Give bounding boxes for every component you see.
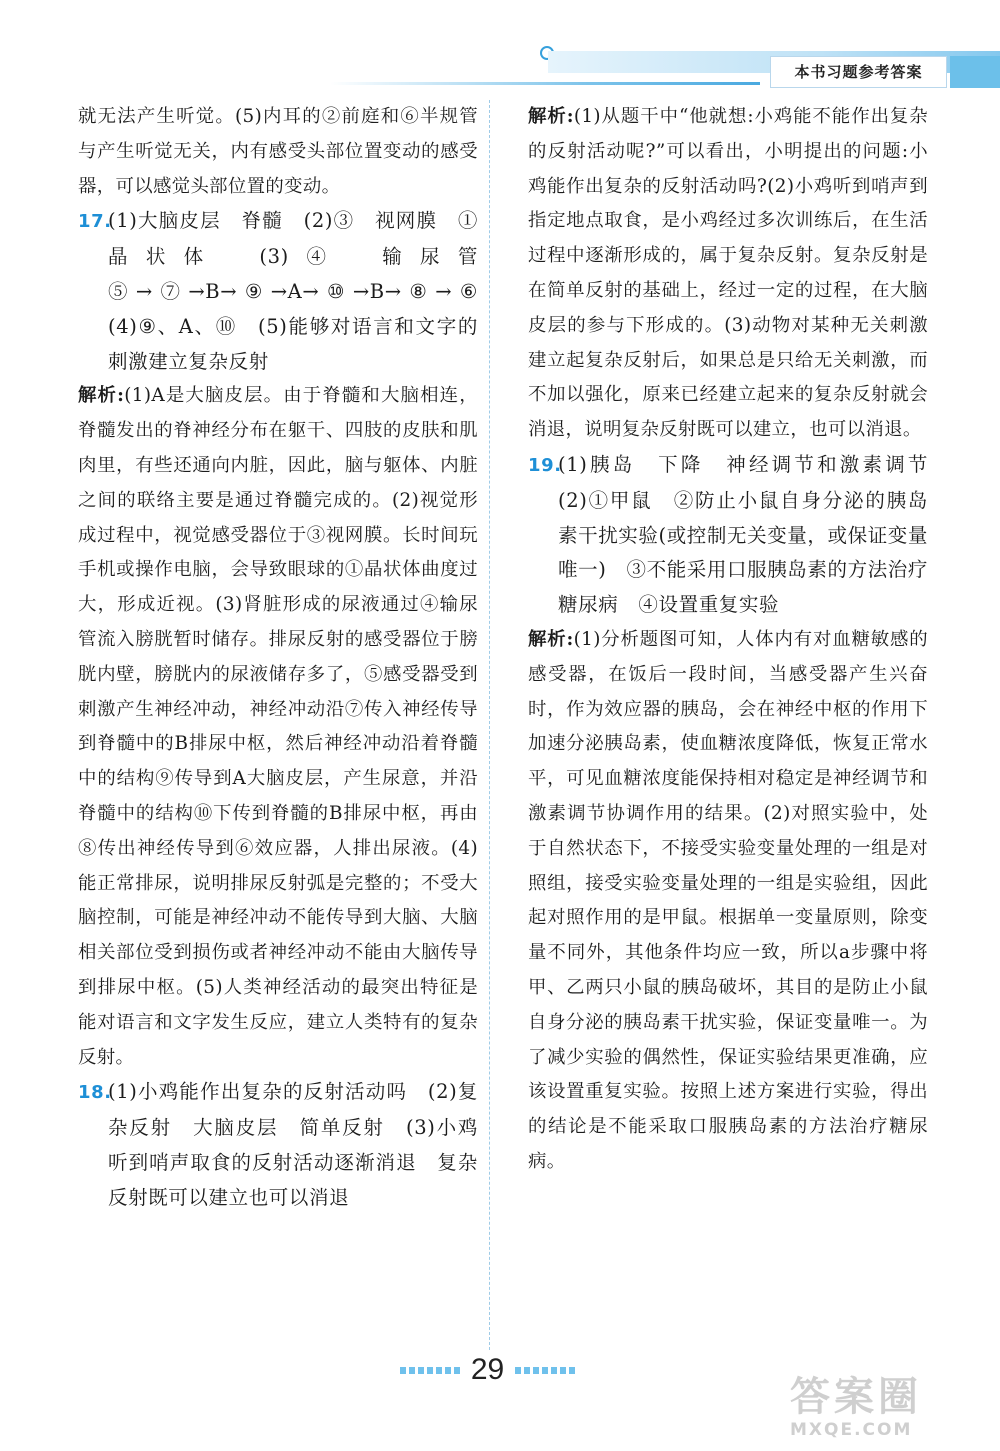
q17-analysis-text: (1)A是大脑皮层。由于脊髓和大脑相连，脊髓发出的脊神经分布在躯干、四肢的皮肤和肌肉里，有些还通向内脏，因此，脑与躯体、内脏之间的联络主要是通过脊髓完成的。(2)视觉形成过程中，视觉感受器位于③视网膜。长时间玩手机或操作电脑，会导致眼球的①晶状体曲度过大，形成近视。(3)肾脏形成的尿液通过④输尿管流入膀胱暂时储存。排尿反射的感受器位于膀胱内壁，膀胱内的尿液储存多了，⑤感受器受到刺激产生神经冲动，神经冲动沿⑦传入神经传导到脊髓中的B排尿中枢，然后神经冲动沿着脊髓中的结构⑨传导到A大脑皮层，产生尿意，并沿脊髓中的结构⑩下传到脊髓的B排尿中枢，再由⑧传出神经传导到⑥效应器，人排出尿液。(4)能正常排尿，说明排尿反射弧是完整的；不受大脑控制，可能是神经冲动不能传导到大脑、大脑相关部位受到损伤或者神经冲动不能由大脑传导到排尿中枢。(5)人类神经活动的最突出特征是能对语言和文字发生反应，建立人类特有的复杂反射。 [78,385,478,1068]
footer-right-ornament [515,1367,575,1374]
question-17 [78,204,499,1075]
q17-analysis [78,379,478,1075]
q19-analysis-text: (1)分析题图可知，人体内有对血糖敏感的感受器，在饭后一段时间，当感受器产生兴奋时，作为效应器的胰岛，会在神经中枢的作用下加速分泌胰岛素，使血糖浓度降低，恢复正常水平，可见血糖浓度能保持相对稳定是神经调节和激素调节协调作用的结果。(2)对照实验中，处于自然状态下，不接受实验变量处理的一组是对照组，接受实验变量处理的一组是实验组，因此起对照作用的是甲鼠。根据单一变量原则，除变量不同外，其他条件均应一致，所以a步骤中将甲、乙两只小鼠的胰岛破坏，其目的是防止小鼠自身分泌的胰岛素干扰实验，保证变量唯一。为了减少实验的偶然性，保证实验结果更准确，应该设置重复实验。按照上述方案进行实验，得出的结论是不能采取口服胰岛素的方法治疗糖尿病。 [528,628,928,1172]
header-tab [950,56,1000,88]
running-header-title: 本书习题参考答案 [770,56,947,88]
q19-analysis [528,623,928,1180]
q18-analysis [528,100,928,448]
q17-answer [78,204,499,379]
q19-answer [528,448,949,623]
watermark-logo-text: 答案圈 [790,1374,922,1420]
q17-analysis-label: 解析: [78,385,125,407]
watermark-url: MXQE.COM [790,1420,913,1440]
question-18 [78,1075,478,1215]
page-number: 29 [470,1353,505,1386]
q18-analysis-text: (1)从题干中“他就想:小鸡能不能作出复杂的反射活动呢?”可以看出，小明提出的问题:小鸡能作出复杂的反射活动吗?(2)小鸡听到哨声到指定地点取食，是小鸡经过多次训练后，在生活过程中逐渐形成的，属于复杂反射。复杂反射是在简单反射的基础上，经过一定的过程，在大脑皮层的参与下形成的。(3)动物对某种无关刺激建立起复杂反射后，如果总是只给无关刺激，而不加以强化，原来已经建立起来的复杂反射就会消退，说明复杂反射既可以建立，也可以消退。 [528,106,929,441]
left-column [78,100,499,1216]
q17-number: 17. [78,211,112,233]
q18-answer [78,1075,478,1215]
continued-paragraph: 就无法产生听觉。(5)内耳的②前庭和⑥半规管与产生听觉无关，内有感受头部位置变动的感受器，可以感觉头部位置的变动。 [78,106,478,197]
question-19 [528,448,949,1180]
q19-analysis-label: 解析: [528,628,574,650]
q18-answer-text: (1)小鸡能作出复杂的反射活动吗 (2)复杂反射 大脑皮层 简单反射 (3)小鸡听到哨声取食的反射活动逐渐消退 复杂反射既可以建立也可以消退 [108,1080,478,1209]
page-footer [390,1352,610,1388]
q19-number: 19. [528,454,562,476]
q18-number: 18. [78,1082,112,1104]
q17-answer-text: (1)大脑皮层 脊髓 (2)③ 视网膜 ①晶状体 (3)④ 输尿管 ⑤→⑦→B→⑨→A→⑩→B→⑧→⑥ (4)⑨、A、⑩ (5)能够对语言和文字的刺激建立复杂反射 [108,209,499,373]
header-rule [330,82,760,85]
site-watermark [790,1375,990,1445]
footer-left-ornament [400,1367,460,1374]
right-column [528,100,949,1180]
q19-answer-text: (1)胰岛 下降 神经调节和激素调节 (2)①甲鼠 ②防止小鼠自身分泌的胰岛素干扰实验(或控制无关变量，或保证变量唯一) ③不能采用口服胰岛素的方法治疗糖尿病 ④设置重复实验 [558,452,949,617]
q18-analysis-label: 解析: [528,106,574,127]
